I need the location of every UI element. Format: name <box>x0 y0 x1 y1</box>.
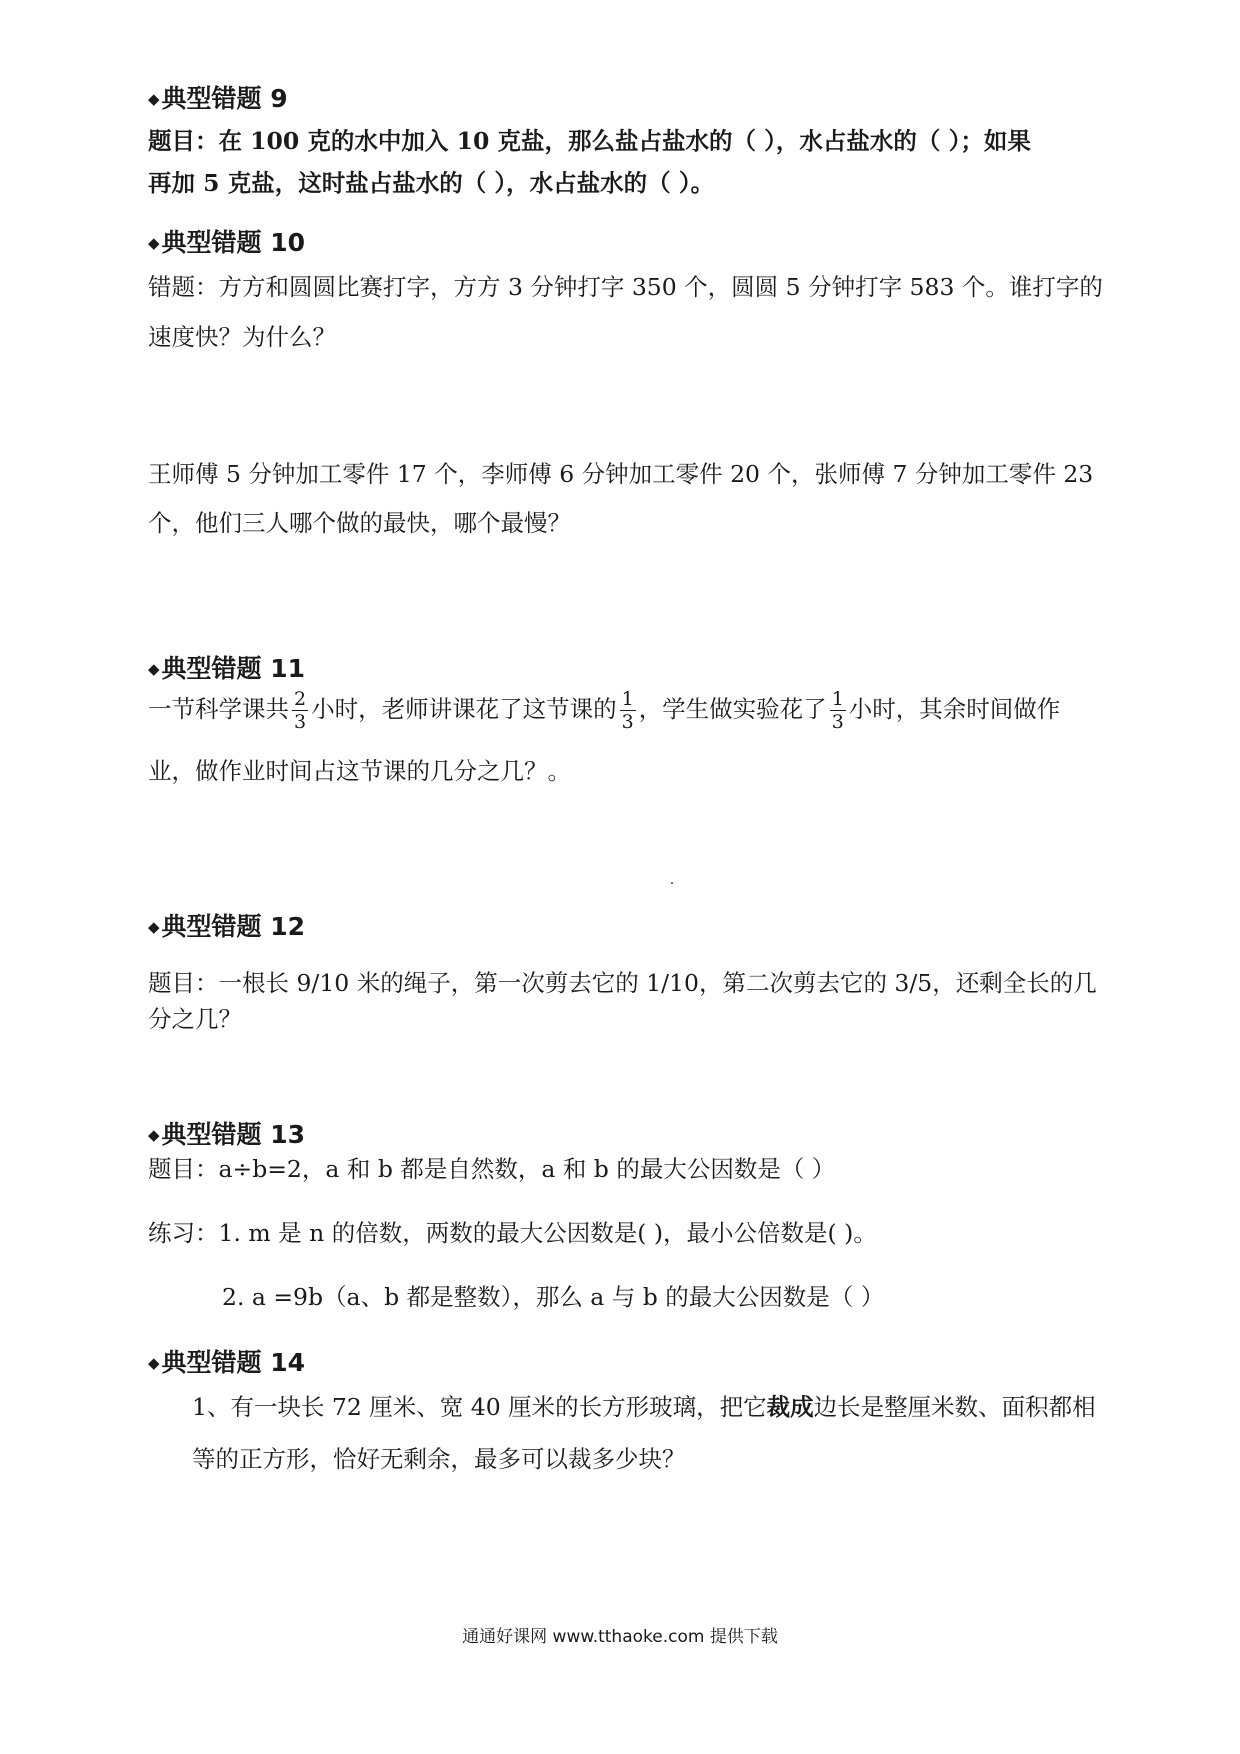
fraction-one-third-a <box>620 688 636 733</box>
q11-seg3: ，学生做实验花了 <box>638 695 827 723</box>
q14-bold-word: 裁成 <box>766 1393 814 1421</box>
q14-line1 <box>192 1388 1172 1422</box>
heading-q13 <box>148 1120 305 1150</box>
fraction-one-third-b <box>830 688 846 733</box>
heading-q14 <box>148 1348 305 1378</box>
heading-q10-text: 典型错题 10 <box>161 228 306 257</box>
heading-q12 <box>148 912 305 942</box>
diamond-icon: ◆ <box>148 1354 160 1372</box>
heading-q14-text: 典型错题 14 <box>161 1348 306 1377</box>
diamond-icon: ◆ <box>148 918 160 936</box>
q9-line2: 再加 5 克盐，这时盐占盐水的（ ），水占盐水的（ ）。 <box>148 169 715 197</box>
heading-q9 <box>148 84 288 114</box>
q10-line4: 个，他们三人哪个做的最快，哪个最慢？ <box>148 509 571 537</box>
q14-line2: 等的正方形，恰好无剩余，最多可以裁多少块？ <box>192 1445 686 1473</box>
q13-line1: 题目：a÷b=2，a 和 b 都是自然数，a 和 b 的最大公因数是（ ） <box>148 1155 836 1183</box>
frac3-numerator: 1 <box>831 688 844 710</box>
q14-seg1: 1、有一块长 72 厘米、宽 40 厘米的长方形玻璃，把它 <box>192 1393 767 1421</box>
stray-dot <box>671 882 673 884</box>
q14-seg2: 边长是整厘米数、面积都相 <box>813 1393 1096 1421</box>
q11-line2: 业，做作业时间占这节课的几分之几？。 <box>148 757 571 785</box>
heading-q12-text: 典型错题 12 <box>161 912 306 941</box>
frac1-denominator: 3 <box>294 711 307 733</box>
diamond-icon: ◆ <box>148 90 160 108</box>
page-footer: 通通好课网 www.tthaoke.com 提供下载 <box>462 1627 778 1647</box>
q12-line1: 题目：一根长 9/10 米的绳子，第一次剪去它的 1/10，第二次剪去它的 3/5，还剩全长的几 <box>148 969 1097 997</box>
heading-q9-text: 典型错题 9 <box>161 84 288 113</box>
heading-q10 <box>148 228 305 258</box>
heading-q13-text: 典型错题 13 <box>161 1120 306 1149</box>
q13-line3: 2. a =9b（a、b 都是整数），那么 a 与 b 的最大公因数是（ ） <box>222 1283 885 1311</box>
q10-line2: 速度快？为什么？ <box>148 323 336 351</box>
q11-seg4: 小时，其余时间做作 <box>848 695 1061 723</box>
q10-line3: 王师傅 5 分钟加工零件 17 个，李师傅 6 分钟加工零件 20 个，张师傅 7 分钟加工零件 23 <box>148 460 1094 488</box>
frac2-denominator: 3 <box>621 711 634 733</box>
fraction-two-thirds <box>292 688 308 733</box>
diamond-icon: ◆ <box>148 660 160 678</box>
q11-seg2: 小时，老师讲课花了这节课的 <box>311 695 617 723</box>
q11-seg1: 一节科学课共 <box>148 695 289 723</box>
q9-line1: 题目：在 100 克的水中加入 10 克盐，那么盐占盐水的（ ），水占盐水的（ ）；如果 <box>148 127 1031 155</box>
frac2-numerator: 1 <box>621 688 634 710</box>
q13-line2: 练习：1. m 是 n 的倍数，两数的最大公因数是( )，最小公倍数是( )。 <box>148 1219 877 1247</box>
frac3-denominator: 3 <box>831 711 844 733</box>
q12-line2: 分之几？ <box>148 1005 242 1033</box>
diamond-icon: ◆ <box>148 234 160 252</box>
diamond-icon: ◆ <box>148 1126 160 1144</box>
q11-line1 <box>148 688 1128 733</box>
heading-q11-text: 典型错题 11 <box>161 654 306 683</box>
heading-q11 <box>148 654 305 684</box>
frac1-numerator: 2 <box>294 688 307 710</box>
q10-line1: 错题：方方和圆圆比赛打字，方方 3 分钟打字 350 个，圆圆 5 分钟打字 583 个。谁打字的 <box>148 273 1103 301</box>
